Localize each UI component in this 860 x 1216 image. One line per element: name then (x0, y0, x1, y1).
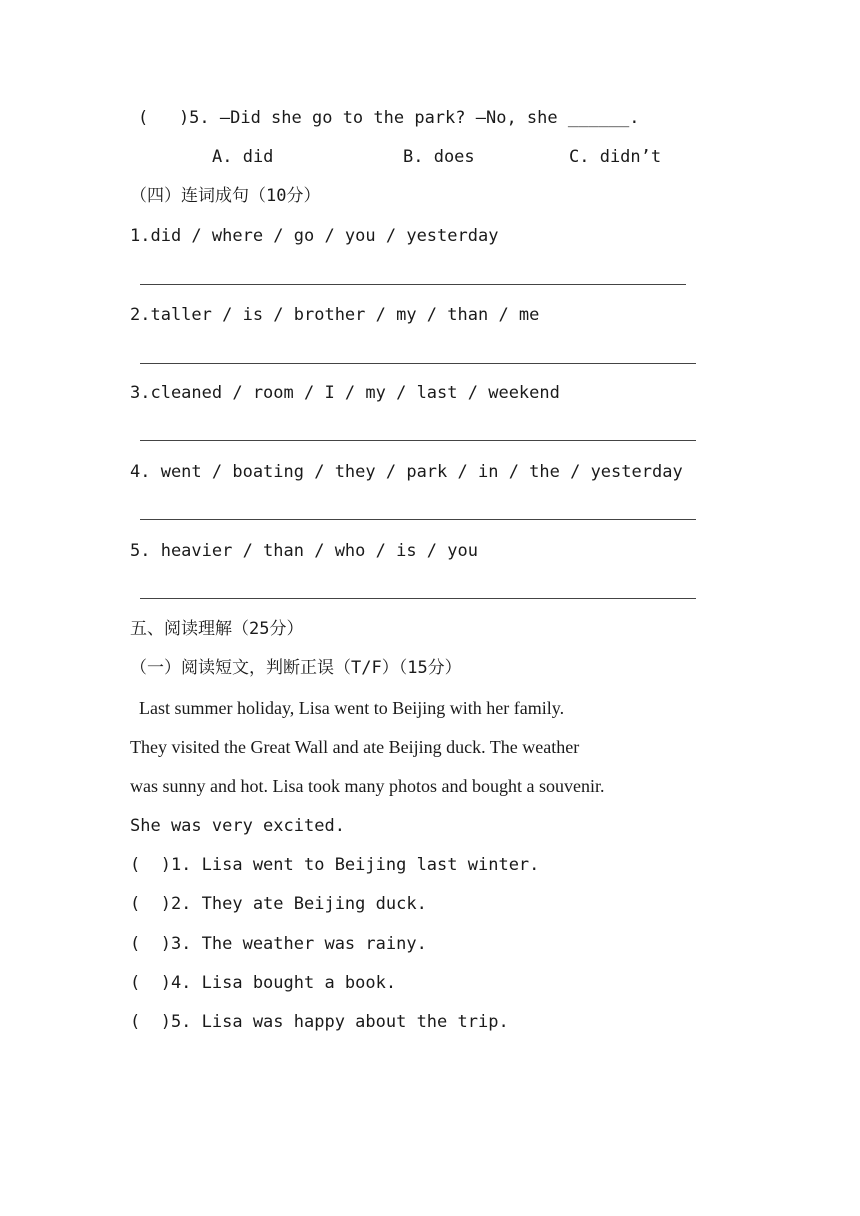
answer-line-2[interactable] (140, 363, 696, 364)
sentence-item-3: 3.cleaned / room / I / my / last / weekend (130, 383, 560, 403)
answer-line-5[interactable] (140, 598, 696, 599)
option-a: A. did (212, 147, 274, 167)
passage-line-3: was sunny and hot. Lisa took many photos and bought a souvenir. (130, 776, 605, 796)
answer-line-4[interactable] (140, 519, 696, 520)
sentence-item-4: 4. went / boating / they / park / in / the / yesterday (130, 462, 683, 482)
section-5-heading: 五、阅读理解（25分） (130, 619, 304, 639)
tf-question-4: ( )4. Lisa bought a book. (130, 973, 397, 993)
answer-line-1[interactable] (140, 284, 686, 285)
passage-line-2: They visited the Great Wall and ate Beijing duck. The weather (130, 737, 580, 757)
option-c: C. didn’t (569, 147, 662, 167)
tf-question-5: ( )5. Lisa was happy about the trip. (130, 1012, 509, 1032)
sentence-item-5: 5. heavier / than / who / is / you (130, 541, 478, 561)
tf-question-3: ( )3. The weather was rainy. (130, 934, 427, 954)
section-4-heading: （四）连词成句（10分） (130, 186, 321, 206)
tf-question-2: ( )2. They ate Beijing duck. (130, 894, 427, 914)
sentence-item-1: 1.did / where / go / you / yesterday (130, 226, 499, 246)
question-5-stem: ( )5. —Did she go to the park? —No, she ______. (138, 108, 640, 128)
passage-line-4: She was very excited. (130, 816, 345, 836)
section-5-subheading: （一）阅读短文，判断正误（T/F）（15分） (130, 658, 462, 678)
tf-question-1: ( )1. Lisa went to Beijing last winter. (130, 855, 540, 875)
answer-line-3[interactable] (140, 440, 696, 441)
passage-line-1: Last summer holiday, Lisa went to Beijing with her family. (130, 698, 565, 718)
sentence-item-2: 2.taller / is / brother / my / than / me (130, 305, 540, 325)
option-b: B. does (403, 147, 475, 167)
